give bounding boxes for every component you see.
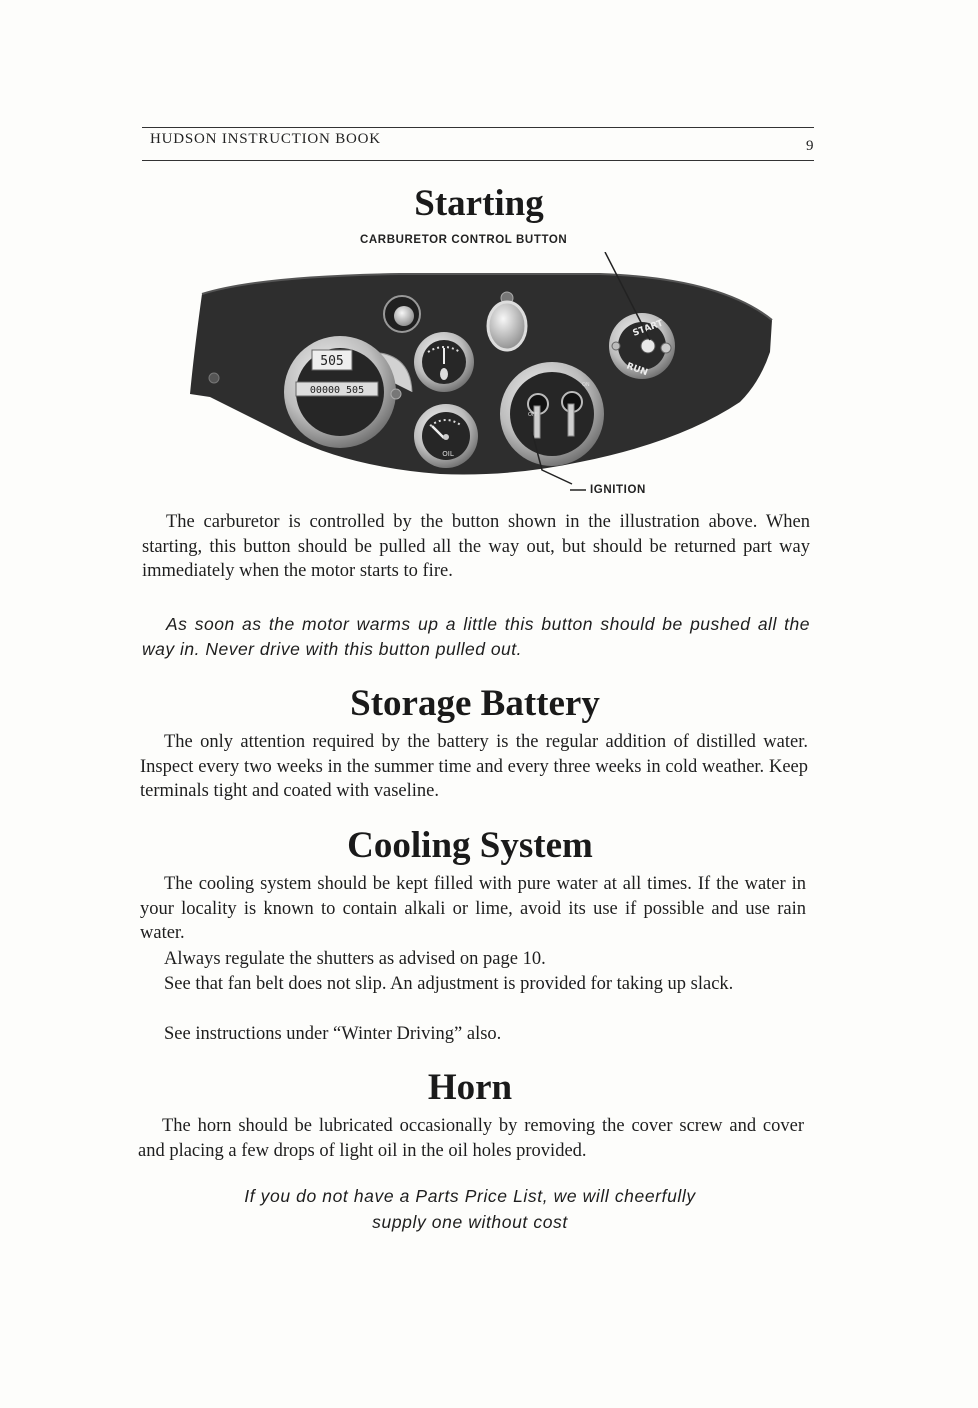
oil-gauge-label: OIL	[442, 450, 454, 458]
starting-paragraph-1: The carburetor is controlled by the button shown in the illustration above. When starting, this button should be pulled all the way out, but should be returned part way immediately when the motor starts to fire.	[142, 512, 810, 581]
section-title-starting: Starting	[414, 183, 544, 224]
cooling-paragraph-3: See that fan belt does not slip. An adjustment is provided for taking up slack.	[164, 974, 734, 994]
header-rule-top	[142, 127, 814, 128]
run-label: RUN	[624, 361, 649, 379]
ignition-switch-panel	[500, 362, 604, 466]
panel-screw	[209, 373, 219, 383]
horn-paragraph: The horn should be lubricated occasionally by removing the cover screw and cover and placing a few drops of light oil in the oil holes provided.	[138, 1116, 804, 1161]
dash-lamp	[488, 302, 526, 350]
carburetor-control-button-knob	[641, 339, 655, 353]
dashboard-illustration	[180, 252, 780, 507]
cooling-paragraph-1: The cooling system should be kept filled with pure water at all times. If the water in your locality is known to contain alkali or lime, avoid its use if possible and use rain water.	[140, 874, 806, 943]
section-title-horn: Horn	[427, 1067, 513, 1108]
trip-odometer: 505	[320, 354, 344, 369]
cooling-paragraph-4: See instructions under “Winter Driving” also.	[164, 1024, 502, 1044]
svg-text:ON: ON	[582, 382, 590, 388]
starting-paragraph-2: As soon as the motor warms up a little this button should be pushed all the way in. Never drive with this button pulled out.	[142, 614, 810, 659]
ammeter-gauge	[414, 332, 474, 392]
total-odometer: 00000 505	[309, 385, 365, 396]
storage-battery-paragraph: The only attention required by the battery is the regular addition of distilled water. Inspect every two weeks in the summer time and every three weeks in cold weather. Keep terminals tight and coated with vaseline.	[140, 732, 808, 801]
cooling-paragraph-2: Always regulate the shutters as advised on page 10.	[164, 949, 546, 969]
svg-text:OFF: OFF	[528, 412, 538, 418]
page-number: 9	[806, 138, 814, 154]
running-title: HUDSON INSTRUCTION BOOK	[150, 131, 381, 147]
closing-note-line-2: supply one without cost	[372, 1212, 568, 1232]
start-label: START	[631, 318, 665, 339]
dash-panel	[190, 274, 772, 475]
section-title-storage-battery: Storage Battery	[350, 683, 600, 724]
closing-note-line-1: If you do not have a Parts Price List, we will cheerfully	[244, 1186, 696, 1206]
section-title-cooling-system: Cooling System	[347, 825, 593, 866]
oil-gauge	[414, 404, 478, 468]
label-carburetor-control-button: CARBURETOR CONTROL BUTTON	[360, 234, 568, 246]
label-ignition: IGNITION	[590, 484, 646, 496]
header-rule-bottom	[142, 160, 814, 161]
